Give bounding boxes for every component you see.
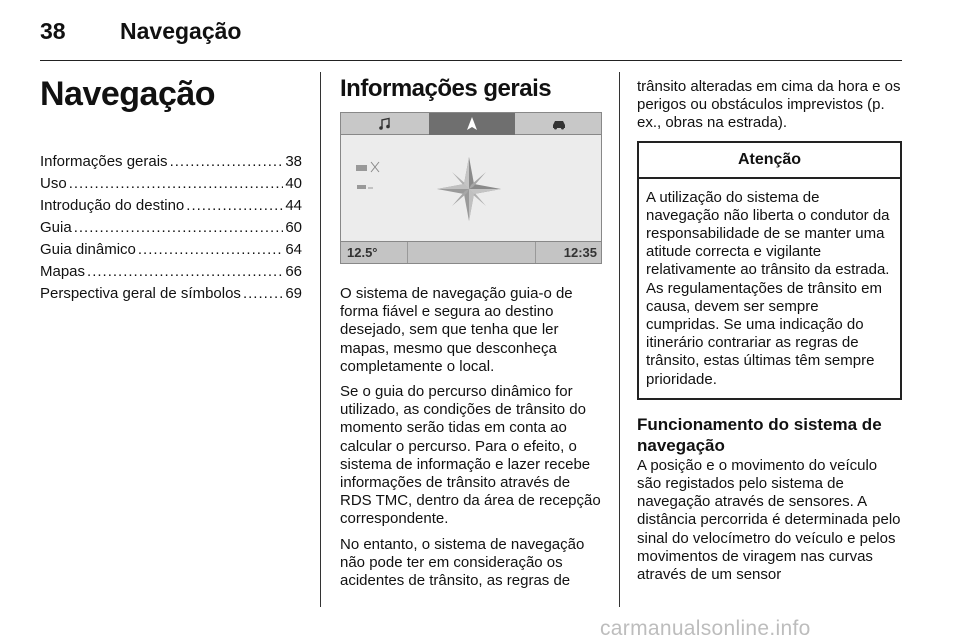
paragraph: A posição e o movimento do veículo são registados pelo sistema de navegação através de sensores. A distância percorrida é determinada pelo sinal do velocímetro do veículo e pelos movimentos de viragem nas curvas através de um sensor bbox=[637, 456, 901, 584]
clock: 12:35 bbox=[563, 245, 597, 260]
column-divider-right bbox=[619, 72, 620, 607]
toc-entry[interactable] bbox=[40, 283, 302, 305]
status-divider bbox=[407, 242, 408, 264]
page-number: 38 bbox=[40, 18, 66, 44]
status-divider bbox=[535, 242, 536, 264]
screen-status-bar bbox=[341, 241, 602, 264]
screen-tab-bar bbox=[341, 113, 602, 135]
toc-entry[interactable] bbox=[40, 261, 302, 283]
toc-entry-page: 38 bbox=[285, 153, 302, 170]
general-info-column bbox=[340, 74, 602, 597]
toc-entry-label: Guia dinâmico bbox=[40, 241, 136, 258]
toc-entry-page: 40 bbox=[285, 175, 302, 192]
toc-entry-page: 69 bbox=[285, 285, 302, 302]
car-icon bbox=[515, 113, 602, 135]
toc-list bbox=[40, 151, 302, 305]
continued-paragraph: trânsito alteradas em cima da hora e os perigos ou obstáculos imprevistos (p. ex., obras na estrada). bbox=[637, 78, 901, 132]
toc-leader-dots bbox=[170, 151, 284, 173]
toc-entry-label: Introdução do destino bbox=[40, 197, 185, 214]
subsection-heading: Funcionamento do sistema de navegação bbox=[637, 414, 882, 455]
toc-entry-label: Guia bbox=[40, 219, 72, 236]
chapter-title: Navegação bbox=[40, 75, 216, 113]
warning-text: A utilização do sistema de navegação não liberta o condutor da responsabilidade de se manter uma atitude correcta e vigilante relativamente ao trânsito da estrada. As regulamentações de trânsito em causa, devem ser sempre cumpridas. Se uma indicação do itinerário contrariar as regras de trânsito, estas últimas têm sempre prioridade. bbox=[646, 188, 890, 388]
page-header bbox=[40, 18, 900, 58]
small-vehicle-icon bbox=[357, 185, 373, 189]
outside-temperature: 12.5° bbox=[347, 245, 378, 260]
header-divider bbox=[40, 60, 902, 61]
warning-box bbox=[637, 141, 902, 400]
paragraph: O sistema de navegação guia-o de forma fiável e segura ao destino desejado, sem que tenha que ler mapas, mesmo que desconheça completamente o local. bbox=[340, 285, 573, 375]
column-divider-left bbox=[320, 72, 321, 607]
navigation-arrow-icon bbox=[429, 113, 515, 135]
toc-column bbox=[40, 74, 302, 305]
toc-entry[interactable] bbox=[40, 173, 302, 195]
warning-title: Atenção bbox=[639, 143, 900, 179]
toc-entry-page: 60 bbox=[285, 219, 302, 236]
paragraph: Se o guia do percurso dinâmico for utilizado, as condições de trânsito do momento serão tidas em conta ao calcular o percurso. Para o efeito, o sistema de informação e lazer recebe informações de trânsito através de RDS TMC, dentro da área de recepção correspondente. bbox=[340, 383, 601, 528]
warning-column bbox=[637, 78, 902, 591]
toc-leader-dots bbox=[186, 195, 283, 217]
toc-leader-dots bbox=[69, 173, 284, 195]
toc-entry[interactable] bbox=[40, 151, 302, 173]
toc-entry-label: Perspectiva geral de símbolos bbox=[40, 285, 241, 302]
toc-entry-label: Mapas bbox=[40, 263, 86, 280]
car-crossed-icon bbox=[356, 162, 379, 172]
toc-entry-page: 44 bbox=[285, 197, 302, 214]
toc-leader-dots bbox=[138, 239, 283, 261]
watermark: carmanualsonline.info bbox=[600, 617, 811, 640]
toc-leader-dots bbox=[74, 217, 284, 239]
running-section-title: Navegação bbox=[120, 18, 242, 44]
compass-rose-icon bbox=[437, 157, 501, 221]
paragraph: No entanto, o sistema de navegação não pode ter em consideração os acidentes de trânsito, as regras de bbox=[340, 535, 585, 590]
toc-entry[interactable] bbox=[40, 239, 302, 261]
toc-entry[interactable] bbox=[40, 217, 302, 239]
toc-leader-dots bbox=[87, 261, 283, 283]
toc-entry[interactable] bbox=[40, 195, 302, 217]
toc-entry-page: 64 bbox=[285, 241, 302, 258]
screen-map-area bbox=[341, 135, 602, 241]
toc-entry-page: 66 bbox=[285, 263, 302, 280]
music-note-icon bbox=[341, 113, 429, 135]
section-heading: Informações gerais bbox=[340, 75, 552, 102]
infotainment-screen-illustration bbox=[340, 112, 602, 264]
toc-entry-label: Informações gerais bbox=[40, 153, 168, 170]
toc-entry-label: Uso bbox=[40, 175, 67, 192]
toc-leader-dots bbox=[243, 283, 283, 305]
